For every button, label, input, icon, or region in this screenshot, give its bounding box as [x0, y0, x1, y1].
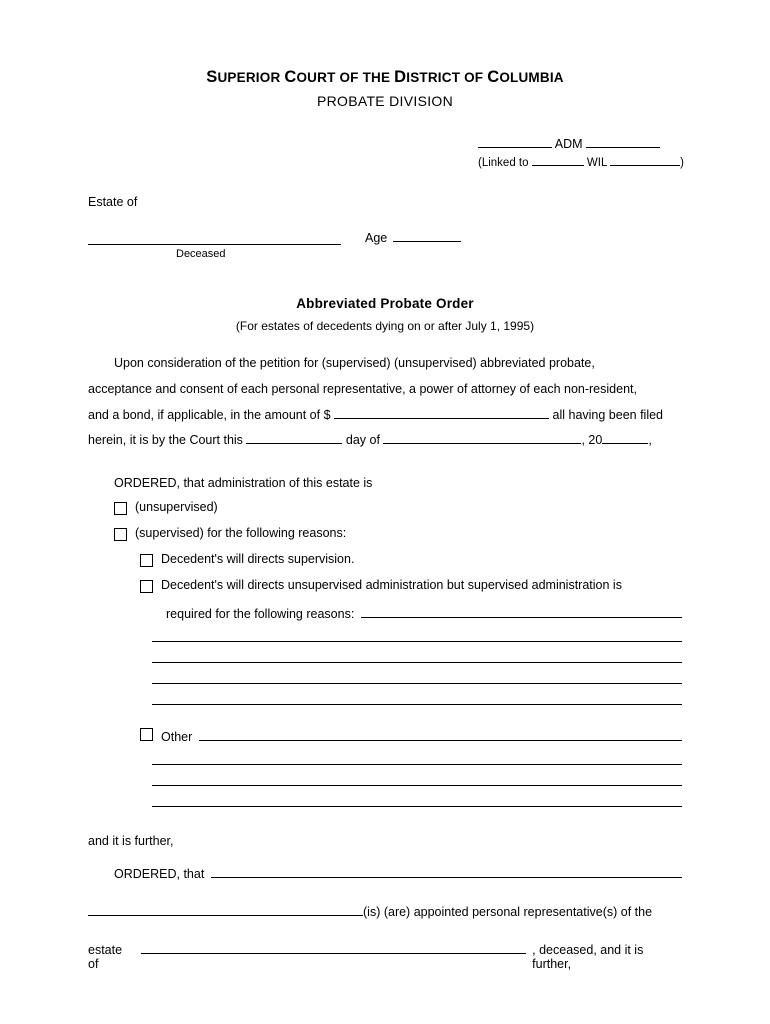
case-number-block: [478, 135, 682, 173]
required-reasons-blank-3[interactable]: [152, 661, 682, 663]
wil-label: WIL: [586, 157, 607, 170]
and-it-is-further-label: and it is further,: [88, 834, 174, 849]
deceased-further-label: , deceased, and it is further,: [532, 943, 644, 972]
ordered-that-label: ORDERED, that: [114, 867, 205, 882]
appointment-row: [88, 903, 682, 919]
ordered-lead: ORDERED, that administration of this estate is: [114, 476, 373, 491]
other-blank-4[interactable]: [152, 805, 682, 807]
para-line-1: Upon consideration of the petition for (supervised) (unsupervised) abbreviated probate,: [114, 356, 595, 371]
order-paragraph: Upon consideration of the petition for (supervised) (unsupervised) abbreviated probate, acceptance and consent of each personal representative, a power of attorney of each non-resident, and a bond, if applicable, in the amount of $ all having been filed herein, it is by the Court this day of , 20 ,: [88, 356, 664, 448]
other-blank-2[interactable]: [152, 763, 682, 765]
para-line-4-start: herein, it is by the Court this: [88, 433, 243, 448]
estate-final-label: estate of: [88, 943, 123, 972]
document-subtitle: (For estates of decedents dying on or after July 1, 1995): [235, 319, 535, 334]
deceased-caption: Deceased: [176, 248, 226, 261]
adm-number-line: [478, 135, 682, 154]
checkbox-supervised-label: (supervised) for the following reasons:: [135, 525, 347, 540]
required-reasons-blank-5[interactable]: [152, 703, 682, 705]
checkbox-reason-2-icon[interactable]: [140, 580, 153, 593]
checkbox-other-icon[interactable]: [140, 728, 153, 741]
estate-final-row: [88, 941, 682, 971]
wil-year-blank[interactable]: [610, 154, 680, 166]
ordered-that-row: [114, 865, 682, 881]
estate-of-label: Estate of: [88, 195, 138, 210]
ordered-that-blank[interactable]: [211, 865, 682, 878]
court-title: [88, 68, 682, 87]
checkbox-supervised-icon[interactable]: [114, 528, 127, 541]
checkbox-other-label: Other: [161, 730, 193, 745]
checkbox-row-reason-1[interactable]: [140, 551, 682, 568]
linked-to-label: (Linked to: [478, 157, 529, 170]
bond-amount-blank[interactable]: [334, 406, 549, 419]
required-reasons-label: required for the following reasons:: [166, 607, 355, 622]
checkbox-unsupervised-label: (unsupervised): [135, 500, 218, 515]
estate-final-blank[interactable]: [141, 941, 526, 954]
checkbox-reason-2-label: Decedent's will directs unsupervised administration but supervised administration is: [161, 577, 622, 592]
age-label: Age: [365, 231, 388, 246]
required-reasons-blank-4[interactable]: [152, 682, 682, 684]
adm-label: ADM: [554, 137, 583, 151]
checkbox-unsupervised-icon[interactable]: [114, 502, 127, 515]
para-line-2: acceptance and consent of each personal representative, a power of attorney of each non-resident,: [88, 381, 637, 396]
adm-number-blank[interactable]: [478, 135, 552, 148]
appointed-text: (is) (are) appointed personal representative(s) of the: [363, 905, 653, 920]
checkbox-row-unsupervised[interactable]: [114, 499, 682, 516]
checkbox-row-other[interactable]: [140, 725, 682, 744]
estate-name-row: [88, 231, 682, 245]
required-reasons-blank-1[interactable]: [361, 606, 682, 619]
month-blank[interactable]: [383, 431, 581, 444]
checkbox-row-reason-2[interactable]: [140, 577, 682, 594]
checkbox-row-supervised[interactable]: [114, 525, 682, 542]
linked-wil-line: [478, 154, 682, 173]
required-reasons-blank-2[interactable]: [152, 640, 682, 642]
other-blank-1[interactable]: [199, 729, 682, 742]
para-line-3-start: and a bond, if applicable, in the amount of $: [88, 407, 331, 422]
day-blank[interactable]: [246, 431, 342, 444]
year-blank[interactable]: [602, 431, 648, 444]
document-title: Abbreviated Probate Order: [296, 296, 474, 312]
close-paren: ): [680, 157, 684, 170]
decedent-name-blank[interactable]: [88, 243, 341, 245]
wil-number-blank[interactable]: [532, 154, 584, 166]
para-line-4-end: , 20: [581, 433, 603, 448]
age-blank[interactable]: [393, 240, 461, 242]
representative-name-blank[interactable]: [88, 903, 363, 916]
checkbox-reason-1-label: Decedent's will directs supervision.: [161, 551, 355, 566]
required-reasons-line: [166, 606, 682, 622]
para-line-4-mid: day of: [345, 433, 380, 448]
court-title-text: SUPERIOR COURT OF THE DISTRICT OF COLUMBIA: [206, 68, 564, 86]
adm-year-blank[interactable]: [586, 135, 660, 148]
division-title: PROBATE DIVISION: [316, 93, 453, 109]
other-blank-3[interactable]: [152, 784, 682, 786]
checkbox-reason-1-icon[interactable]: [140, 554, 153, 567]
para-line-3-end: all having been filed: [552, 407, 664, 422]
document-content: [88, 68, 682, 971]
